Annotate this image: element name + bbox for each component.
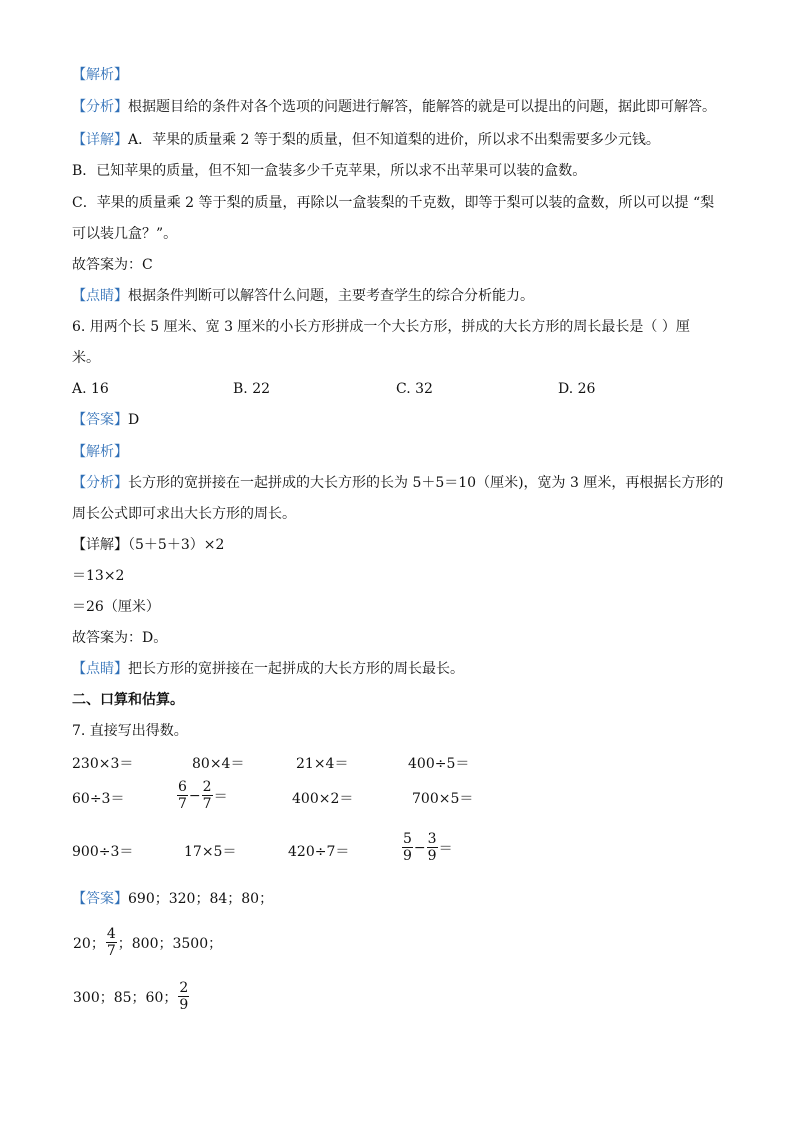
q6-step2: ＝26（厘米） (72, 599, 160, 615)
q6-answer-line: 故答案为：D。 (72, 630, 168, 646)
dianjing-text: 根据条件判断可以解答什么问题，主要考查学生的综合分析能力。 (128, 288, 534, 304)
q7-daan-tag: 【答案】 (72, 891, 128, 907)
q6-analysis-line2: 周长公式即可求出大长方形的周长。 (72, 506, 296, 522)
q7-stem: 7. 直接写出得数。 (72, 723, 188, 739)
xiangjie-tag: 【详解】 (72, 132, 128, 148)
equals-sign: ＝ (213, 788, 228, 805)
q7-r3-fraction-expr (402, 831, 454, 864)
q6-option-d: D. 26 (558, 381, 596, 397)
q6-option-c: C. 32 (396, 381, 433, 397)
q7-ans1: 690；320；84；80； (128, 891, 274, 907)
q6-comment (72, 660, 464, 678)
section-heading: 二、口算和估算。 (72, 692, 184, 708)
q7-answer-line1 (72, 890, 273, 908)
q7-answer-line2 (72, 926, 223, 959)
numerator: 2 (202, 779, 212, 795)
fraction (106, 926, 117, 959)
answer-line: 故答案为：C (72, 257, 153, 273)
fraction (427, 831, 438, 864)
answer-values: ；800；3500； (117, 935, 223, 952)
q6-stem-line2: 米。 (72, 350, 100, 366)
option-c-explanation-line1: C．苹果的质量乘 2 等于梨的质量，再除以一盒装梨的千克数，即等于梨可以装的盒数，所以可以提 “梨 (72, 195, 715, 211)
q7-r2-item1: 60÷3＝ (72, 791, 125, 807)
answer-values: 300；85；60； (73, 989, 178, 1006)
q6-detail: 【详解】（5＋5＋3）×2 (72, 537, 225, 553)
q6-step1: ＝13×2 (72, 568, 125, 584)
numerator: 6 (178, 779, 187, 795)
q6-dianjing-text: 把长方形的宽拼接在一起拼成的大长方形的周长最长。 (128, 661, 464, 677)
option-b-explanation: B．已知苹果的质量，但不知一盒装多少千克苹果，所以求不出苹果可以装的盒数。 (72, 163, 587, 179)
daan-text: D (128, 412, 140, 428)
numerator: 5 (403, 831, 412, 847)
fenxi-tag: 【分析】 (72, 99, 128, 115)
fenxi-text: 根据题目给的条件对各个选项的问题进行解答，能解答的就是可以提出的问题，据此即可解答。 (128, 99, 716, 115)
fraction (177, 779, 188, 812)
minus-sign: − (413, 839, 426, 856)
q7-r1-item1: 230×3＝ (72, 756, 134, 772)
minus-sign: − (188, 787, 201, 804)
denominator: 9 (179, 997, 189, 1013)
q7-r1-item2: 80×4＝ (192, 756, 245, 772)
q6-analysis-header: 【解析】 (72, 444, 128, 460)
q7-r3-item2: 17×5＝ (184, 844, 237, 860)
q7-r2-item4: 700×5＝ (412, 791, 474, 807)
q7-r2-item3: 400×2＝ (292, 791, 354, 807)
fraction (202, 779, 213, 812)
denominator: 9 (403, 848, 412, 864)
denominator: 7 (106, 943, 116, 959)
numerator: 3 (427, 831, 437, 847)
q7-r1-item4: 400÷5＝ (408, 756, 470, 772)
xiangjie-text: A．苹果的质量乘 2 等于梨的质量，但不知道梨的进价，所以求不出梨需要多少元钱。 (128, 132, 660, 148)
q7-r1-item3: 21×4＝ (296, 756, 349, 772)
detail-paragraph (72, 131, 660, 149)
q6-dianjing-tag: 【点睛】 (72, 661, 128, 677)
denominator: 7 (178, 796, 187, 812)
q6-answer (72, 411, 139, 429)
fraction (178, 980, 189, 1013)
denominator: 7 (202, 796, 212, 812)
answer-values: 20； (73, 935, 105, 952)
q6-option-b: B. 22 (233, 381, 271, 397)
q6-analysis-line1 (72, 474, 723, 492)
q7-r2-fraction-expr (177, 779, 229, 812)
equals-sign: ＝ (438, 840, 453, 857)
q7-answer-line3 (72, 980, 189, 1013)
fraction (402, 831, 413, 864)
dianjing-tag: 【点睛】 (72, 288, 128, 304)
numerator: 2 (179, 980, 189, 996)
denominator: 9 (427, 848, 437, 864)
comment-paragraph (72, 287, 534, 305)
numerator: 4 (106, 926, 116, 942)
q6-fenxi-tag: 【分析】 (72, 475, 128, 491)
q7-r3-item3: 420÷7＝ (288, 844, 350, 860)
daan-tag: 【答案】 (72, 412, 128, 428)
option-c-explanation-line2: 可以装几盒？”。 (72, 226, 178, 242)
q6-stem-line1: 6. 用两个长 5 厘米、宽 3 厘米的小长方形拼成一个大长方形，拼成的大长方形的周长最长是（ ）厘 (72, 319, 690, 335)
q6-fenxi-text1: 长方形的宽拼接在一起拼成的大长方形的长为 5＋5＝10（厘米)，宽为 3 厘米，再根据长方形的 (128, 475, 724, 491)
q7-r3-item1: 900÷3＝ (72, 844, 134, 860)
analysis-header: 【解析】 (72, 67, 128, 83)
q6-option-a: A. 16 (72, 381, 109, 397)
analysis-paragraph (72, 98, 716, 116)
